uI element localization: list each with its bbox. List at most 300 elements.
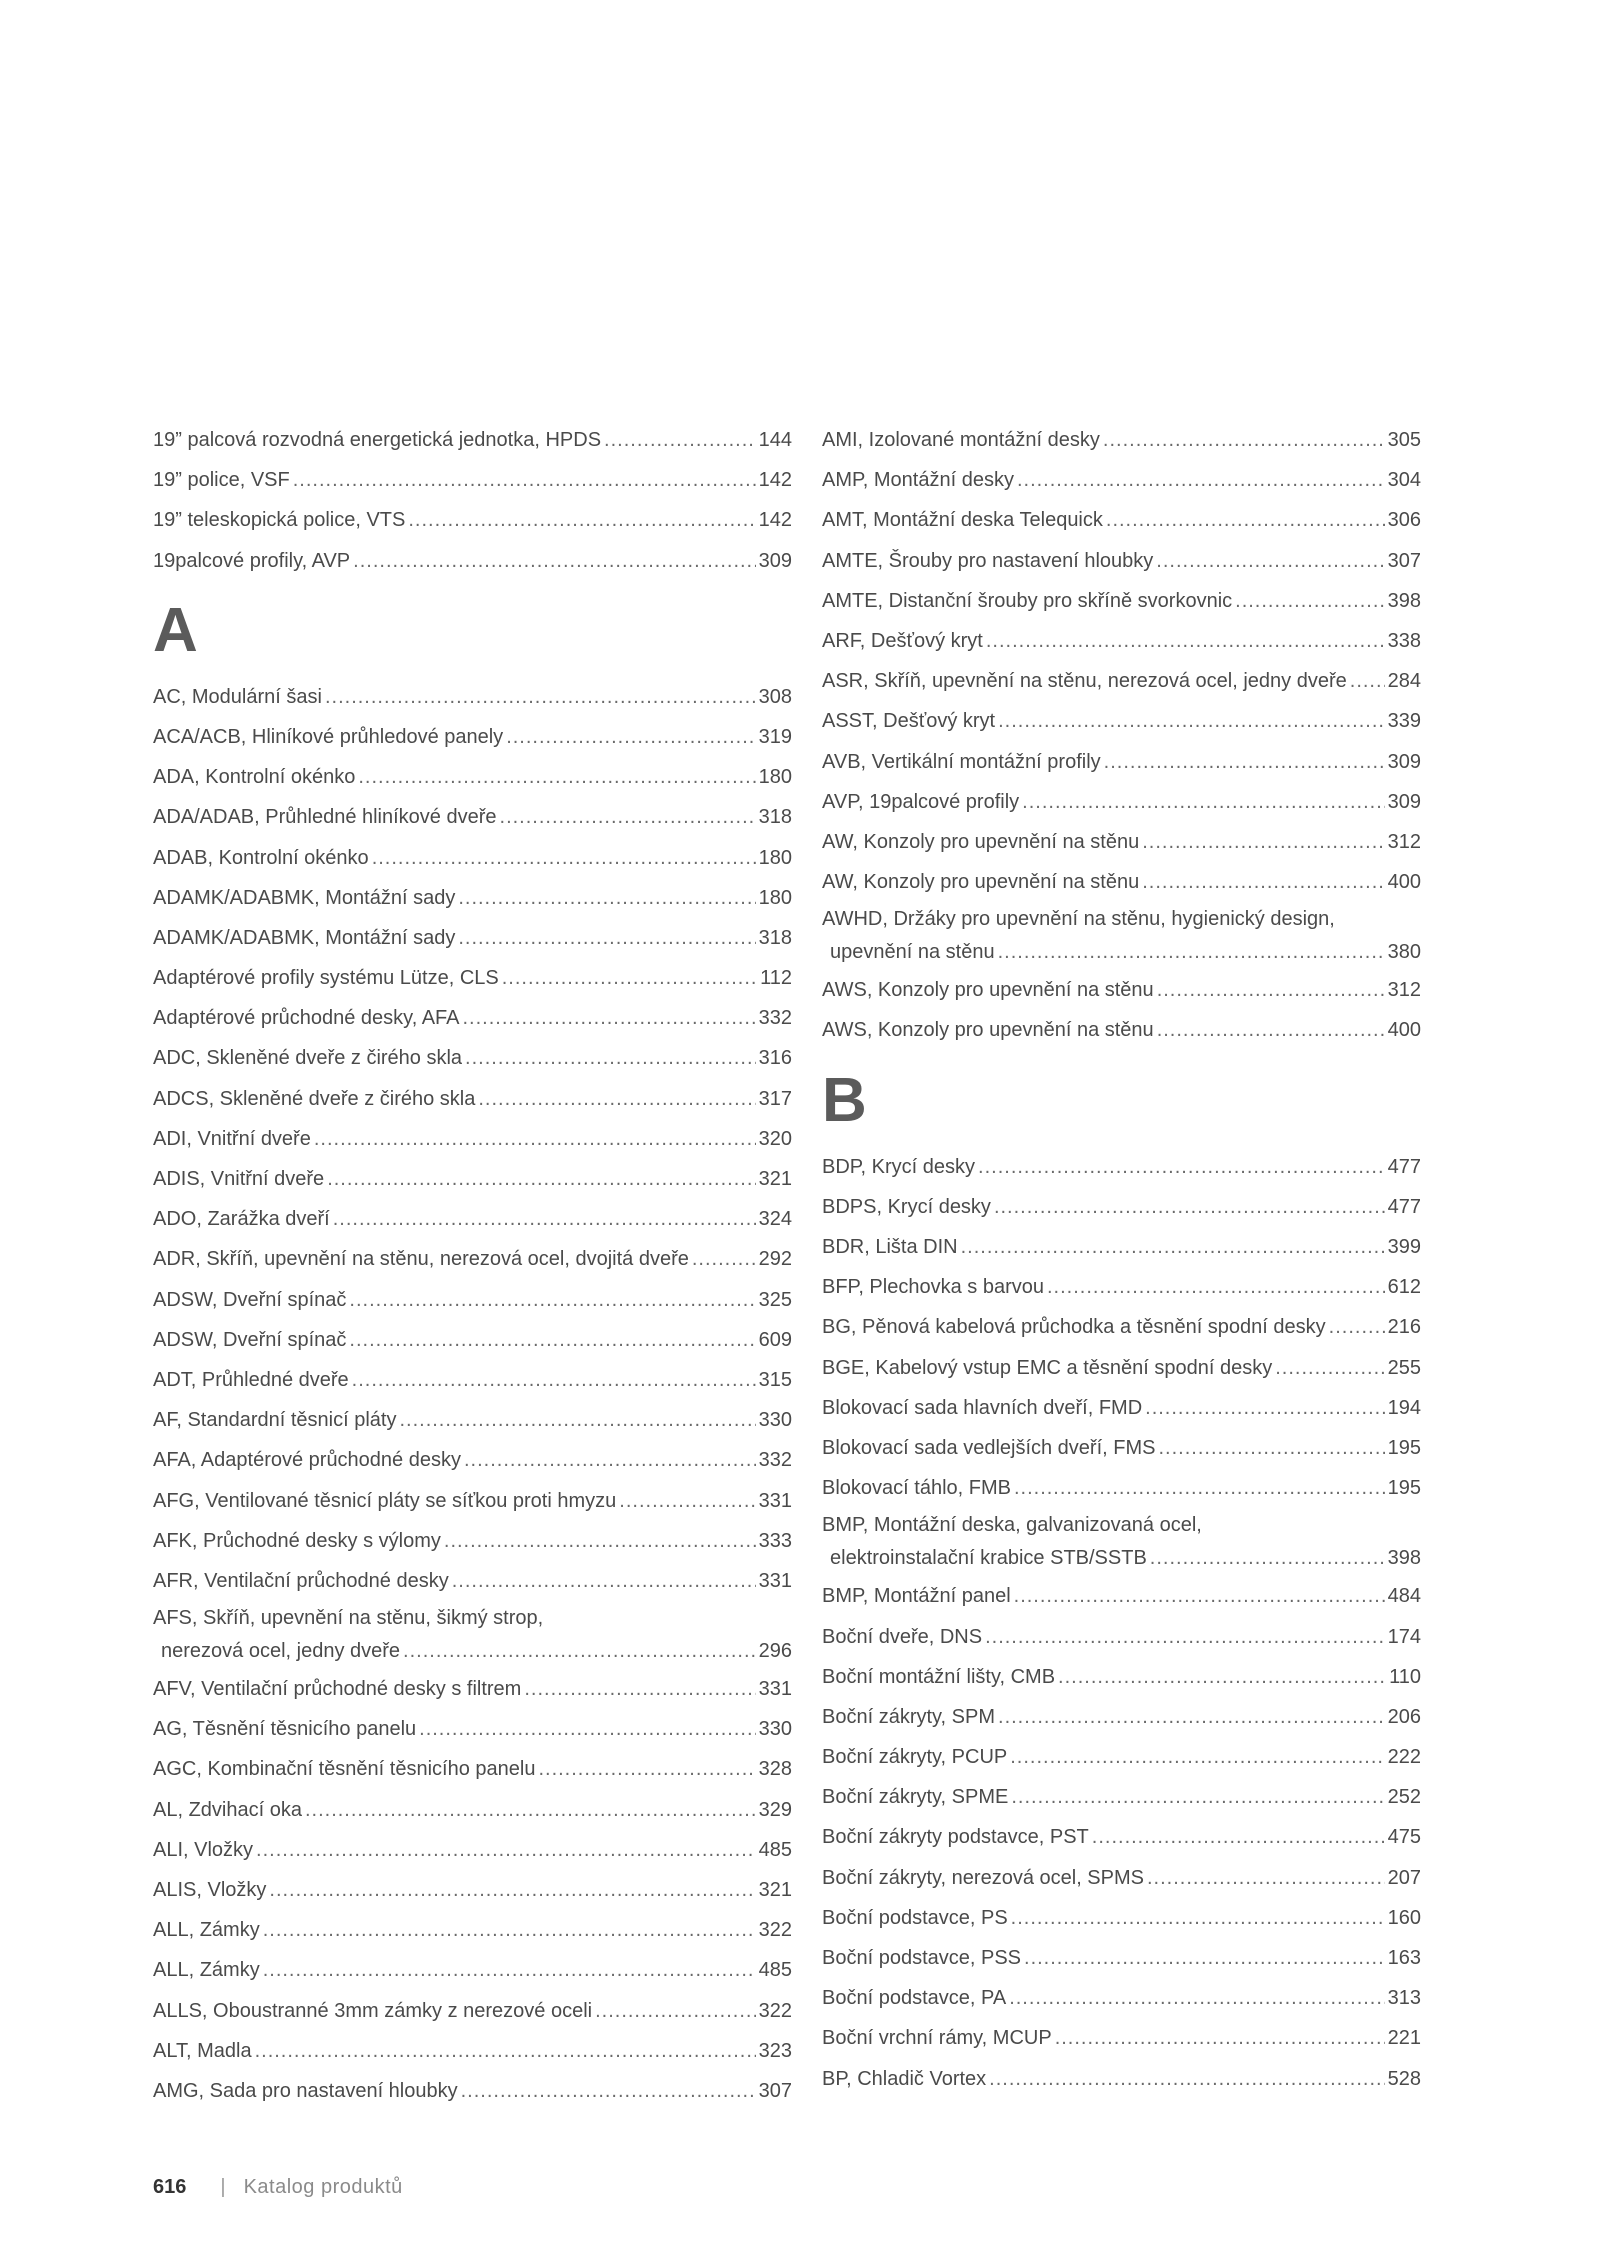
entry-page: 222 [1387, 1746, 1421, 1769]
leader-dots [419, 1709, 755, 1749]
entry-page: 332 [758, 1007, 792, 1030]
index-entry [822, 1010, 1421, 1050]
entry-name: ALT, Madla [153, 2039, 252, 2062]
page-number: 616 [153, 2176, 187, 2198]
leader-dots [293, 460, 756, 500]
leader-dots [998, 1697, 1385, 1737]
index-entry [153, 797, 792, 837]
index-entry [153, 958, 792, 998]
entry-name: AF, Standardní těsnicí pláty [153, 1409, 397, 1432]
entry-page: 296 [758, 1640, 792, 1663]
entry-name: ADI, Vnitřní dveře [153, 1127, 311, 1150]
entry-page: 195 [1387, 1477, 1421, 1500]
leader-dots [269, 1870, 755, 1910]
leader-dots [256, 1830, 756, 1870]
index-entry [822, 621, 1421, 661]
index-entry [822, 1657, 1421, 1697]
entry-name: ASST, Dešťový kryt [822, 710, 996, 733]
entry-name: BDP, Krycí desky [822, 1155, 976, 1178]
entry-name: Boční montážní lišty, CMB [822, 1665, 1056, 1688]
leader-dots [1014, 1576, 1385, 1616]
index-entry [822, 1938, 1421, 1978]
entry-name: AW, Konzoly pro upevnění na stěnu [822, 830, 1140, 853]
entry-page: 112 [760, 967, 792, 990]
entry-page: 194 [1387, 1396, 1421, 1419]
entry-page: 216 [1387, 1316, 1421, 1339]
leader-dots [1017, 460, 1385, 500]
index-entry [153, 1280, 792, 1320]
leader-dots [619, 1481, 755, 1521]
entry-name: ADT, Průhledné dveře [153, 1368, 349, 1391]
leader-dots [333, 1199, 756, 1239]
entry-name: Boční podstavce, PA [822, 1987, 1007, 2010]
entry-name: 19” palcová rozvodná energetická jednotka, HPDS [153, 429, 602, 451]
entry-name: Boční dveře, DNS [822, 1625, 983, 1648]
entry-page: 477 [1387, 1195, 1421, 1218]
index-entry [822, 822, 1421, 862]
leader-dots [1142, 822, 1384, 862]
index-entry [822, 1858, 1421, 1898]
index-entry [153, 1481, 792, 1521]
index-entry [822, 1817, 1421, 1857]
entry-page: 309 [1387, 750, 1421, 773]
leader-dots [1350, 661, 1385, 701]
entry-page: 485 [758, 1838, 792, 1861]
leader-dots [998, 701, 1385, 741]
entry-name: Blokovací sada vedlejších dveří, FMS [822, 1436, 1156, 1459]
leader-dots [305, 1790, 756, 1830]
entry-page: 528 [1387, 2067, 1421, 2090]
entry-name: AWS, Konzoly pro upevnění na stěnu [822, 1019, 1154, 1042]
index-entry [153, 1910, 792, 1950]
entry-page: 255 [1387, 1356, 1421, 1379]
index-entry [153, 1950, 792, 1990]
entry-name: AWS, Konzoly pro upevnění na stěnu [822, 979, 1154, 1002]
index-entry [153, 838, 792, 878]
leader-dots [263, 1910, 756, 1950]
entry-page: 484 [1387, 1585, 1421, 1608]
entry-page: 329 [758, 1798, 792, 1821]
entries-a-continued [153, 1669, 792, 2111]
leader-dots [978, 1147, 1385, 1187]
entry-name: AFA, Adaptérové průchodné desky [153, 1449, 461, 1472]
index-entry [822, 1576, 1421, 1616]
index-column-right [822, 420, 1421, 2099]
index-entry [822, 970, 1421, 1010]
index-column-left [153, 420, 792, 2111]
leader-dots [506, 717, 755, 757]
leader-dots [1092, 1817, 1385, 1857]
entry-page: 318 [758, 806, 792, 829]
leader-dots [353, 541, 755, 581]
entry-page: 312 [1387, 830, 1421, 853]
entry-page: 110 [1389, 1665, 1421, 1688]
index-entry [822, 581, 1421, 621]
entry-name: ADAB, Kontrolní okénko [153, 846, 369, 869]
entry-page: 160 [1387, 1906, 1421, 1929]
index-entry [153, 2071, 792, 2111]
index-entry [153, 1561, 792, 1601]
leader-dots [408, 500, 755, 540]
entry-name: BDPS, Krycí desky [822, 1195, 991, 1218]
entry-name: BP, Chladič Vortex [822, 2067, 987, 2090]
index-entry [822, 1147, 1421, 1187]
entry-page: 400 [1387, 1019, 1421, 1042]
entry-name: 19” police, VSF [153, 469, 290, 492]
index-entry [822, 1348, 1421, 1388]
entry-page: 321 [758, 1879, 792, 1901]
entry-page: 292 [758, 1248, 792, 1271]
leader-dots [399, 1400, 755, 1440]
entry-name: ASR, Skříň, upevnění na stěnu, nerezová ocel, jedny dveře [822, 670, 1347, 693]
entry-name: ADC, Skleněné dveře z čirého skla [153, 1047, 463, 1070]
index-entry [153, 1239, 792, 1279]
entry-page: 321 [758, 1168, 792, 1190]
leader-dots [604, 420, 756, 460]
section-letter-a: A [153, 595, 198, 665]
leader-dots [444, 1521, 756, 1561]
entry-page: 319 [758, 725, 792, 748]
leader-dots [458, 918, 755, 958]
leader-dots [1014, 1468, 1385, 1508]
leader-dots [1275, 1348, 1384, 1388]
index-entry [822, 1307, 1421, 1347]
leader-dots [458, 878, 755, 918]
index-entry-two-line [822, 902, 1421, 970]
entry-name-line2: nerezová ocel, jedny dveře [161, 1640, 401, 1663]
entry-name: ALIS, Vložky [153, 1879, 267, 1901]
entry-page: 144 [758, 429, 792, 451]
index-entry [153, 420, 792, 460]
leader-dots [1011, 1777, 1384, 1817]
entry-page: 324 [758, 1208, 792, 1231]
entries-a [153, 677, 792, 1601]
index-entry [153, 1440, 792, 1480]
index-entry [153, 1521, 792, 1561]
entry-name-line2: upevnění na stěnu [830, 941, 995, 964]
entry-name: AW, Konzoly pro upevnění na stěnu [822, 871, 1140, 894]
entry-page: 312 [1387, 979, 1421, 1002]
entry-name: ALLS, Oboustranné 3mm zámky z nerezové oceli [153, 1999, 593, 2022]
entry-name: AC, Modulární šasi [153, 685, 322, 708]
entry-page: 304 [1387, 469, 1421, 492]
leader-dots [325, 677, 756, 717]
index-entry [822, 1267, 1421, 1307]
entry-page: 325 [758, 1288, 792, 1311]
leader-dots [524, 1669, 755, 1709]
entry-page: 609 [758, 1328, 792, 1351]
entry-name: AMTE, Šrouby pro nastavení hloubky [822, 549, 1154, 572]
entry-page: 284 [1387, 670, 1421, 693]
entry-page: 330 [758, 1409, 792, 1432]
entry-page: 207 [1387, 1866, 1421, 1889]
leader-dots [1142, 862, 1384, 902]
leader-dots [1158, 1428, 1384, 1468]
entry-name: ALI, Vložky [153, 1838, 254, 1861]
index-entry [153, 1669, 792, 1709]
index-entry [822, 2018, 1421, 2058]
index-entry [822, 2059, 1421, 2099]
index-entry-two-line [822, 1508, 1421, 1576]
index-entry [153, 1159, 792, 1199]
leader-dots [372, 838, 756, 878]
leader-dots [985, 1617, 1385, 1657]
entry-name: AG, Těsnění těsnicího panelu [153, 1718, 417, 1741]
entries-b [822, 1147, 1421, 1509]
leader-dots [465, 1038, 756, 1078]
entry-page: 330 [758, 1718, 792, 1741]
entry-name-line1: AFS, Skříň, upevnění na stěnu, šikmý strop, [153, 1607, 544, 1630]
leader-dots [327, 1159, 755, 1199]
leader-dots [1235, 581, 1384, 621]
entry-page: 322 [758, 1919, 792, 1942]
entry-name: Boční zákryty, SPM [822, 1705, 996, 1728]
leader-dots [500, 797, 756, 837]
entry-name-line2: elektroinstalační krabice STB/SSTB [830, 1547, 1147, 1570]
leader-dots [538, 1749, 755, 1789]
entry-page: 399 [1387, 1236, 1421, 1258]
entry-name: AVB, Vertikální montážní profily [822, 750, 1101, 773]
leader-dots [1156, 541, 1384, 581]
index-entry [153, 1870, 792, 1910]
leader-dots [1329, 1307, 1385, 1347]
leader-dots [255, 2031, 756, 2071]
entry-name: Boční zákryty, nerezová ocel, SPMS [822, 1866, 1144, 1889]
entry-name: ACA/ACB, Hliníkové průhledové panely [153, 725, 504, 748]
index-entry [153, 1038, 792, 1078]
entry-page: 316 [758, 1047, 792, 1070]
entry-name: AL, Zdvihací oka [153, 1798, 302, 1821]
entry-name: ALL, Zámky [153, 1919, 260, 1942]
leader-dots [998, 936, 1385, 968]
leader-dots [692, 1239, 756, 1279]
entries-a-right-continued [822, 970, 1421, 1050]
index-entry [153, 1830, 792, 1870]
entry-name: ALL, Zámky [153, 1959, 260, 1982]
entries-a-right [822, 420, 1421, 902]
index-entry [822, 420, 1421, 460]
index-entry-two-line [153, 1601, 792, 1669]
index-entry [822, 500, 1421, 540]
entry-page: 331 [758, 1489, 792, 1512]
entry-page: 306 [1387, 509, 1421, 532]
entries-numeric [153, 420, 792, 581]
index-entry [153, 500, 792, 540]
index-entry [153, 878, 792, 918]
leader-dots [349, 1280, 755, 1320]
entry-page: 320 [758, 1127, 792, 1150]
entry-name: ADA/ADAB, Průhledné hliníkové dveře [153, 806, 497, 829]
leader-dots [989, 2059, 1384, 2099]
entry-page: 328 [758, 1758, 792, 1781]
leader-dots [263, 1950, 756, 1990]
index-entry [153, 2031, 792, 2071]
leader-dots [349, 1320, 755, 1360]
entry-name: Adaptérové průchodné desky, AFA [153, 1007, 460, 1030]
entry-name: ADIS, Vnitřní dveře [153, 1168, 325, 1190]
leader-dots [1047, 1267, 1385, 1307]
index-entry [822, 1898, 1421, 1938]
index-entry [153, 757, 792, 797]
entry-name: Blokovací táhlo, FMB [822, 1477, 1011, 1500]
entry-page: 252 [1387, 1786, 1421, 1809]
entry-page: 180 [758, 886, 792, 909]
index-entry [822, 862, 1421, 902]
entry-name: ADAMK/ADABMK, Montážní sady [153, 886, 456, 909]
entry-name: BG, Pěnová kabelová průchodka a těsnění spodní desky [822, 1316, 1326, 1339]
entry-page: 308 [758, 685, 792, 708]
leader-dots [358, 757, 755, 797]
index-entry [153, 998, 792, 1038]
index-entry [822, 1978, 1421, 2018]
entry-name: ADCS, Skleněné dveře z čirého skla [153, 1087, 476, 1110]
section-letter-b: B [822, 1065, 867, 1135]
index-entry [153, 918, 792, 958]
leader-dots [1157, 970, 1385, 1010]
entry-page: 332 [758, 1449, 792, 1472]
entry-name: AFR, Ventilační průchodné desky [153, 1569, 449, 1592]
entry-name: BGE, Kabelový vstup EMC a těsnění spodní desky [822, 1356, 1273, 1379]
entry-page: 475 [1387, 1826, 1421, 1849]
leader-dots [403, 1635, 756, 1667]
entry-page: 309 [1387, 790, 1421, 813]
entry-name: AMTE, Distanční šrouby pro skříně svorkovnic [822, 589, 1233, 612]
index-entry [153, 717, 792, 757]
entry-page: 305 [1387, 429, 1421, 451]
entry-name: AMI, Izolované montážní desky [822, 429, 1100, 451]
entry-name: AFV, Ventilační průchodné desky s filtrem [153, 1678, 522, 1701]
entry-page: 485 [758, 1959, 792, 1982]
entry-page: 317 [758, 1087, 792, 1110]
index-entry [822, 1617, 1421, 1657]
entry-name: ADAMK/ADABMK, Montážní sady [153, 926, 456, 949]
leader-dots [1011, 1898, 1385, 1938]
index-entry [153, 1199, 792, 1239]
leader-dots [502, 958, 757, 998]
index-entry [822, 701, 1421, 741]
entry-page: 180 [758, 766, 792, 789]
entry-page: 309 [758, 549, 792, 572]
entry-name: 19palcové profily, AVP [153, 549, 351, 572]
leader-dots [1150, 1542, 1385, 1574]
leader-dots [463, 998, 756, 1038]
entry-name: Adaptérové profily systému Lütze, CLS [153, 967, 499, 990]
index-entry [153, 1790, 792, 1830]
leader-dots [1103, 420, 1385, 460]
index-entry [153, 460, 792, 500]
entry-page: 315 [758, 1368, 792, 1391]
index-entry [153, 1079, 792, 1119]
index-entry [822, 1227, 1421, 1267]
index-entry [822, 1737, 1421, 1777]
index-entry [822, 1468, 1421, 1508]
leader-dots [1024, 1938, 1385, 1978]
entry-page: 313 [1387, 1987, 1421, 2010]
entry-page: 477 [1387, 1155, 1421, 1178]
entry-page: 323 [758, 2039, 792, 2062]
leader-dots [1157, 1010, 1385, 1050]
entry-name: ADA, Kontrolní okénko [153, 766, 356, 789]
index-entry [153, 1749, 792, 1789]
index-entry [153, 677, 792, 717]
entry-page: 142 [758, 509, 792, 532]
index-entry [153, 1360, 792, 1400]
leader-dots [352, 1360, 756, 1400]
leader-dots [1106, 500, 1385, 540]
entry-name-line1: BMP, Montážní deska, galvanizovaná ocel, [822, 1514, 1202, 1537]
entry-page: 338 [1387, 629, 1421, 652]
leader-dots [595, 1991, 756, 2031]
entry-name: AMT, Montážní deska Telequick [822, 509, 1103, 532]
entry-name: ADR, Skříň, upevnění na stěnu, nerezová ocel, dvojitá dveře [153, 1248, 689, 1271]
index-entry [822, 1777, 1421, 1817]
entry-page: 612 [1387, 1276, 1421, 1299]
entry-name: AVP, 19palcové profily [822, 790, 1020, 813]
entry-page: 331 [758, 1678, 792, 1701]
leader-dots [1147, 1858, 1385, 1898]
entry-page: 180 [758, 846, 792, 869]
entry-name: BFP, Plechovka s barvou [822, 1276, 1044, 1299]
footer-separator: | [220, 2176, 226, 2198]
entry-name: AGC, Kombinační těsnění těsnicího panelu [153, 1758, 536, 1781]
entry-name: BDR, Lišta DIN [822, 1236, 958, 1258]
entry-name: ARF, Dešťový kryt [822, 629, 983, 652]
entry-name: Boční zákryty, SPME [822, 1786, 1009, 1809]
entry-name: ADSW, Dveřní spínač [153, 1328, 347, 1351]
entry-name: Blokovací sada hlavních dveří, FMD [822, 1396, 1143, 1419]
entry-page: 318 [758, 926, 792, 949]
entry-name: Boční zákryty, PCUP [822, 1746, 1008, 1769]
index-entry [822, 1428, 1421, 1468]
index-entry [153, 1400, 792, 1440]
leader-dots [461, 2071, 756, 2111]
entries-b-continued [822, 1576, 1421, 2098]
entry-page: 400 [1387, 871, 1421, 894]
index-entry [822, 742, 1421, 782]
entry-page: 163 [1387, 1947, 1421, 1969]
leader-dots [1104, 742, 1385, 782]
entry-page: 380 [1387, 941, 1421, 964]
entry-name: 19” teleskopická police, VTS [153, 509, 406, 532]
entry-name: ADO, Zarážka dveří [153, 1208, 330, 1231]
leader-dots [1022, 782, 1384, 822]
entry-name: AMG, Sada pro nastavení hloubky [153, 2079, 458, 2102]
index-entry [153, 541, 792, 581]
leader-dots [986, 621, 1385, 661]
index-entry [153, 1991, 792, 2031]
entry-name: Boční podstavce, PS [822, 1906, 1008, 1929]
entry-page: 331 [758, 1569, 792, 1592]
entry-name: AMP, Montážní desky [822, 469, 1014, 492]
entry-page: 174 [1387, 1625, 1421, 1648]
page-footer [153, 2176, 403, 2199]
leader-dots [961, 1227, 1385, 1267]
index-entry [822, 1187, 1421, 1227]
index-entry [822, 541, 1421, 581]
leader-dots [464, 1440, 756, 1480]
entry-page: 398 [1387, 1547, 1421, 1570]
entry-name: Boční vrchní rámy, MCUP [822, 2027, 1052, 2050]
entry-name: Boční zákryty podstavce, PST [822, 1826, 1089, 1849]
leader-dots [314, 1119, 756, 1159]
index-entry [153, 1320, 792, 1360]
leader-dots [1145, 1388, 1384, 1428]
leader-dots [1058, 1657, 1386, 1697]
index-entry [822, 1388, 1421, 1428]
entry-page: 398 [1387, 589, 1421, 612]
entry-page: 333 [758, 1529, 792, 1552]
index-entry [822, 661, 1421, 701]
